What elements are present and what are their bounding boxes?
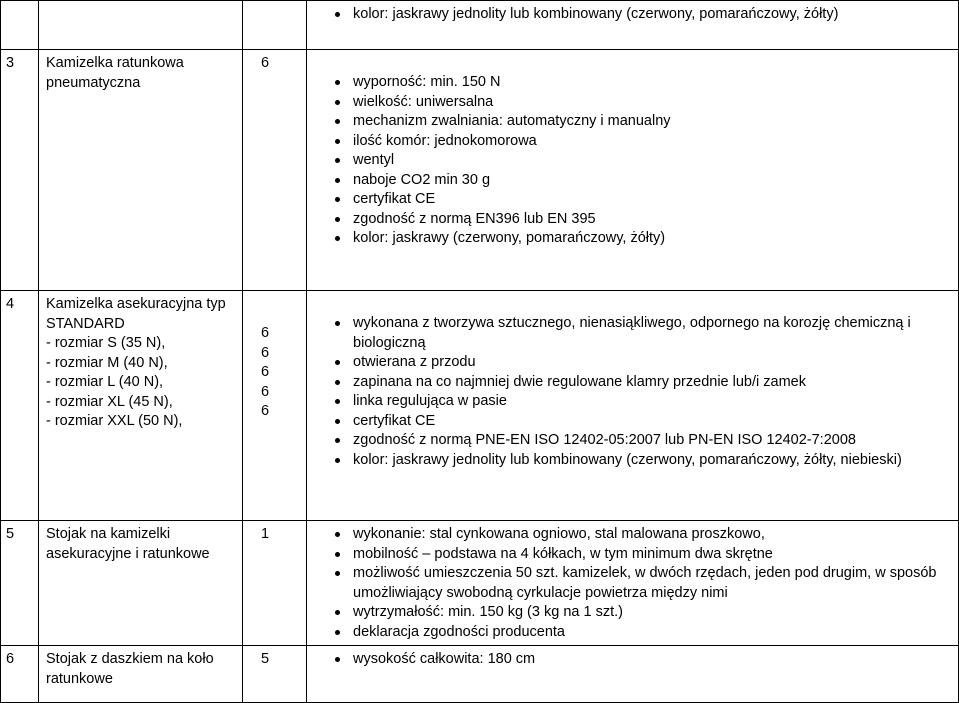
item-name-line: STANDARD — [46, 315, 125, 332]
spec-item: deklaracja zgodności producenta — [334, 623, 954, 643]
spec-item: wykonanie: stal cynkowana ogniowo, stal malowana proszkowo, — [334, 525, 954, 545]
table-row — [1, 521, 959, 646]
table-row — [1, 646, 959, 703]
item-name — [39, 291, 243, 521]
spec-item: wytrzymałość: min. 150 kg (3 kg na 1 szt.) — [334, 603, 954, 623]
spec-item: możliwość umieszczenia 50 szt. kamizelek, w dwóch rzędach, jeden pod drugim, w sposób umożliwiający swobodną cyrkulacje powietrza między nimi — [334, 564, 954, 603]
spec-item: mechanizm zwalniania: automatyczny i manualny — [334, 112, 954, 132]
item-size-line: - rozmiar XXL (50 N), — [46, 413, 183, 429]
item-size-line: - rozmiar M (40 N), — [46, 354, 168, 371]
item-number: 5 — [1, 521, 39, 646]
item-number — [1, 1, 39, 50]
item-specification — [307, 646, 959, 703]
item-quantity: 6 — [243, 50, 307, 291]
item-number: 6 — [1, 646, 39, 703]
table-row — [1, 50, 959, 291]
spec-item: certyfikat CE — [334, 412, 954, 432]
item-quantity: 1 — [243, 521, 307, 646]
item-specification — [307, 521, 959, 646]
spec-item: naboje CO2 min 30 g — [334, 171, 954, 191]
spec-item: kolor: jaskrawy jednolity lub kombinowany (czerwony, pomarańczowy, żółty) — [334, 5, 954, 25]
item-specification — [307, 50, 959, 291]
spec-item: zgodność z normą PNE-EN ISO 12402-05:2007 lub PN-EN ISO 12402-7:2008 — [334, 431, 954, 451]
item-number: 4 — [1, 291, 39, 521]
spec-item: ilość komór: jednokomorowa — [334, 132, 954, 152]
item-quantity — [243, 1, 307, 50]
spec-item: wielkość: uniwersalna — [334, 93, 954, 113]
table-row — [1, 291, 959, 521]
item-name: Kamizelka ratunkowa pneumatyczna — [39, 50, 243, 291]
spec-item: wentyl — [334, 151, 954, 171]
item-name: Stojak na kamizelki asekuracyjne i ratunkowe — [39, 521, 243, 646]
spec-item: kolor: jaskrawy (czerwony, pomarańczowy, żółty) — [334, 229, 954, 249]
item-size-line: - rozmiar S (35 N), — [46, 335, 166, 351]
spec-item: otwierana z przodu — [334, 353, 954, 373]
item-name: Stojak z daszkiem na koło ratunkowe — [39, 646, 243, 703]
size-quantity: 6 — [261, 403, 270, 419]
size-quantity: 6 — [261, 364, 270, 380]
item-size-line: - rozmiar XL (45 N), — [46, 393, 173, 410]
spec-item: linka regulująca w pasie — [334, 392, 954, 412]
item-quantity — [243, 291, 307, 521]
spec-item: zgodność z normą EN396 lub EN 395 — [334, 210, 954, 230]
spec-item: zapinana na co najmniej dwie regulowane klamry przednie lub/i zamek — [334, 373, 954, 393]
item-name — [39, 1, 243, 50]
spec-item: wyporność: min. 150 N — [334, 73, 954, 93]
size-quantity: 6 — [261, 344, 270, 361]
item-size-line: - rozmiar L (40 N), — [46, 374, 164, 390]
table-row — [1, 1, 959, 50]
spec-item: kolor: jaskrawy jednolity lub kombinowany (czerwony, pomarańczowy, żółty, niebieski) — [334, 451, 954, 471]
spec-item: wysokość całkowita: 180 cm — [334, 650, 954, 670]
item-specification — [307, 291, 959, 521]
item-number: 3 — [1, 50, 39, 291]
item-specification — [307, 1, 959, 50]
item-quantity: 5 — [243, 646, 307, 703]
spec-item: certyfikat CE — [334, 190, 954, 210]
spec-item: mobilność – podstawa na 4 kółkach, w tym minimum dwa skrętne — [334, 545, 954, 565]
size-quantity: 6 — [261, 325, 270, 341]
spec-item: wykonana z tworzywa sztucznego, nienasiąkliwego, odpornego na korozję chemiczną i biologiczną — [334, 314, 954, 353]
size-quantity: 6 — [261, 383, 270, 400]
item-name-line: Kamizelka asekuracyjna typ — [46, 296, 226, 312]
